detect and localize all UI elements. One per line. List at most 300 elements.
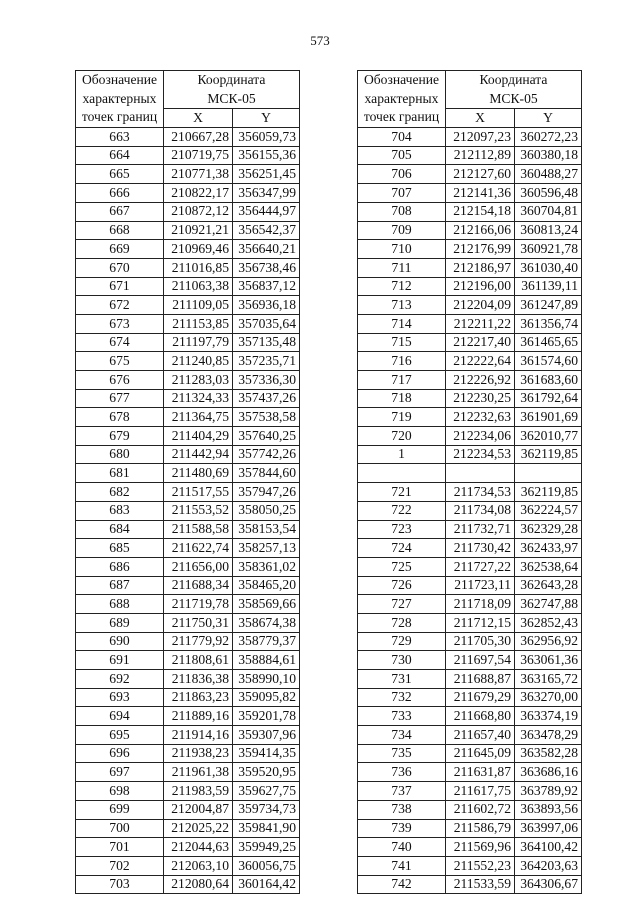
point-label-header: [358, 71, 446, 128]
x-value-cell: 212230,25: [446, 389, 515, 408]
coordinate-header: [446, 71, 582, 109]
x-value-cell: 211730,42: [446, 539, 515, 558]
table-row: [76, 800, 300, 819]
table-row: [76, 838, 300, 857]
y-value-cell: 357844,60: [233, 464, 300, 483]
table-row: [358, 445, 582, 464]
x-value-cell: 211961,38: [164, 763, 233, 782]
table-row: [76, 277, 300, 296]
point-number-cell: 712: [358, 277, 446, 296]
table-row: [358, 819, 582, 838]
x-value-cell: 211569,96: [446, 838, 515, 857]
x-value-cell: 211404,29: [164, 427, 233, 446]
y-value-cell: 363582,28: [515, 744, 582, 763]
point-number-cell: 739: [358, 819, 446, 838]
x-value-cell: 210822,17: [164, 184, 233, 203]
x-value-cell: 212196,00: [446, 277, 515, 296]
x-value-cell: 211718,09: [446, 595, 515, 614]
x-value-cell: 212234,06: [446, 427, 515, 446]
point-number-cell: 728: [358, 613, 446, 632]
point-number-cell: 673: [76, 314, 164, 333]
x-value-cell: 210921,21: [164, 221, 233, 240]
table-row: [358, 707, 582, 726]
point-label-header: [76, 71, 164, 128]
point-number-cell: 738: [358, 800, 446, 819]
y-value-cell: 357035,64: [233, 314, 300, 333]
point-number-cell: 684: [76, 520, 164, 539]
y-value-cell: 357135,48: [233, 333, 300, 352]
table-row: [76, 651, 300, 670]
point-number-cell: 670: [76, 258, 164, 277]
point-label-line: Обозначение: [363, 72, 440, 87]
x-value-cell: 211719,78: [164, 595, 233, 614]
table-row: [358, 875, 582, 894]
table-row: [358, 389, 582, 408]
point-number-cell: 698: [76, 782, 164, 801]
table-row: [358, 782, 582, 801]
point-number-cell: 672: [76, 296, 164, 315]
y-value-cell: 357437,26: [233, 389, 300, 408]
y-value-cell: 359307,96: [233, 726, 300, 745]
y-value-cell: 361792,64: [515, 389, 582, 408]
table-row: [76, 184, 300, 203]
x-value-cell: 211836,38: [164, 670, 233, 689]
table-row: [358, 856, 582, 875]
x-value-cell: 211779,92: [164, 632, 233, 651]
table-body-left: [76, 128, 300, 894]
y-header: Y: [233, 109, 300, 128]
y-value-cell: 361574,60: [515, 352, 582, 371]
x-value-cell: 211480,69: [164, 464, 233, 483]
table-row: [358, 557, 582, 576]
x-value-cell: 212204,09: [446, 296, 515, 315]
x-value-cell: 212186,97: [446, 258, 515, 277]
table-row: [76, 539, 300, 558]
point-number-cell: 669: [76, 240, 164, 259]
point-number-cell: 695: [76, 726, 164, 745]
point-number-cell: 735: [358, 744, 446, 763]
x-value-cell: 211602,72: [446, 800, 515, 819]
y-value-cell: 356444,97: [233, 202, 300, 221]
x-value-cell: 212112,89: [446, 146, 515, 165]
table-row: [76, 576, 300, 595]
x-value-cell: 211364,75: [164, 408, 233, 427]
y-value-cell: 363686,16: [515, 763, 582, 782]
table-row: [358, 651, 582, 670]
table-row: [76, 202, 300, 221]
x-value-cell: 212176,99: [446, 240, 515, 259]
y-value-cell: 356059,73: [233, 128, 300, 147]
x-value-cell: 211656,00: [164, 557, 233, 576]
table-row: [358, 576, 582, 595]
point-number-cell: 705: [358, 146, 446, 165]
point-number-cell: 692: [76, 670, 164, 689]
x-value-cell: 212222,64: [446, 352, 515, 371]
x-value-cell: 210872,12: [164, 202, 233, 221]
y-value-cell: 358361,02: [233, 557, 300, 576]
y-value-cell: 359414,35: [233, 744, 300, 763]
table-row: [358, 744, 582, 763]
y-value-cell: 359627,75: [233, 782, 300, 801]
y-value-cell: [515, 464, 582, 483]
y-value-cell: 362119,85: [515, 483, 582, 502]
point-number-cell: 733: [358, 707, 446, 726]
point-number-cell: 722: [358, 501, 446, 520]
point-number-cell: 737: [358, 782, 446, 801]
x-value-cell: 211697,54: [446, 651, 515, 670]
table-row: [358, 688, 582, 707]
table-row: [358, 184, 582, 203]
point-number-cell: 703: [76, 875, 164, 894]
x-value-cell: 211553,52: [164, 501, 233, 520]
x-value-cell: 212141,36: [446, 184, 515, 203]
y-value-cell: 360056,75: [233, 856, 300, 875]
x-value-cell: [446, 464, 515, 483]
x-value-cell: 211197,79: [164, 333, 233, 352]
x-value-cell: 211750,31: [164, 613, 233, 632]
y-value-cell: 359201,78: [233, 707, 300, 726]
x-value-cell: 211734,53: [446, 483, 515, 502]
point-number-cell: 1: [358, 445, 446, 464]
x-value-cell: 210771,38: [164, 165, 233, 184]
table-row: [76, 165, 300, 184]
y-value-cell: 358050,25: [233, 501, 300, 520]
table-row: [358, 520, 582, 539]
y-value-cell: 360380,18: [515, 146, 582, 165]
point-number-cell: 704: [358, 128, 446, 147]
x-value-cell: 212217,40: [446, 333, 515, 352]
table-row: [76, 333, 300, 352]
y-value-cell: 356155,36: [233, 146, 300, 165]
point-number-cell: 674: [76, 333, 164, 352]
point-number-cell: 729: [358, 632, 446, 651]
table-row: [76, 557, 300, 576]
table-row: [358, 333, 582, 352]
x-value-cell: 212234,53: [446, 445, 515, 464]
table-row: [76, 408, 300, 427]
y-value-cell: 358990,10: [233, 670, 300, 689]
point-number-cell: 694: [76, 707, 164, 726]
table-row: [358, 838, 582, 857]
point-number-cell: 734: [358, 726, 446, 745]
y-value-cell: 364100,42: [515, 838, 582, 857]
point-number-cell: 675: [76, 352, 164, 371]
x-value-cell: 211983,59: [164, 782, 233, 801]
y-value-cell: 361465,65: [515, 333, 582, 352]
y-value-cell: 360596,48: [515, 184, 582, 203]
point-number-cell: 701: [76, 838, 164, 857]
table-row: [358, 408, 582, 427]
x-value-cell: 211688,34: [164, 576, 233, 595]
point-number-cell: 708: [358, 202, 446, 221]
table-row: [358, 613, 582, 632]
y-value-cell: 362010,77: [515, 427, 582, 446]
table-row: [358, 314, 582, 333]
point-number-cell: 693: [76, 688, 164, 707]
point-number-cell: 721: [358, 483, 446, 502]
point-number-cell: 727: [358, 595, 446, 614]
table-row: [358, 165, 582, 184]
y-header: Y: [515, 109, 582, 128]
x-value-cell: 211734,08: [446, 501, 515, 520]
y-value-cell: 356936,18: [233, 296, 300, 315]
y-value-cell: 364203,63: [515, 856, 582, 875]
point-number-cell: 676: [76, 371, 164, 390]
table-row: [358, 128, 582, 147]
x-value-cell: 212025,22: [164, 819, 233, 838]
table-row: [76, 483, 300, 502]
point-label-line: характерных: [82, 90, 157, 106]
table-row: [358, 726, 582, 745]
table-row: [358, 146, 582, 165]
point-number-cell: 671: [76, 277, 164, 296]
x-value-cell: 211283,03: [164, 371, 233, 390]
point-label-line: точек границ: [81, 109, 158, 125]
table-row: [76, 464, 300, 483]
y-value-cell: 357336,30: [233, 371, 300, 390]
y-value-cell: 362852,43: [515, 613, 582, 632]
y-value-cell: 358779,37: [233, 632, 300, 651]
y-value-cell: 362433,97: [515, 539, 582, 558]
table-row: [76, 445, 300, 464]
point-number-cell: 709: [358, 221, 446, 240]
y-value-cell: 363478,29: [515, 726, 582, 745]
x-value-cell: 211808,61: [164, 651, 233, 670]
table-row: [76, 258, 300, 277]
y-value-cell: 362224,57: [515, 501, 582, 520]
point-number-cell: 740: [358, 838, 446, 857]
point-number-cell: 686: [76, 557, 164, 576]
point-label-line: Обозначение: [81, 72, 158, 87]
table-row: [76, 146, 300, 165]
point-number-cell: 682: [76, 483, 164, 502]
y-value-cell: 358257,13: [233, 539, 300, 558]
point-number-cell: 663: [76, 128, 164, 147]
y-value-cell: 362119,85: [515, 445, 582, 464]
point-number-cell: 736: [358, 763, 446, 782]
y-value-cell: 362538,64: [515, 557, 582, 576]
point-number-cell: 732: [358, 688, 446, 707]
point-number-cell: 685: [76, 539, 164, 558]
x-value-cell: 211324,33: [164, 389, 233, 408]
table-row: [76, 726, 300, 745]
point-number-cell: 711: [358, 258, 446, 277]
x-header: X: [446, 109, 515, 128]
y-value-cell: 359734,73: [233, 800, 300, 819]
table-row: [76, 501, 300, 520]
coordinate-header: [164, 71, 300, 109]
point-number-cell: 690: [76, 632, 164, 651]
coordinates-table-left: [75, 70, 300, 894]
x-value-cell: 211617,75: [446, 782, 515, 801]
y-value-cell: 358153,54: [233, 520, 300, 539]
table-row: [76, 782, 300, 801]
table-row: [358, 371, 582, 390]
y-value-cell: 361901,69: [515, 408, 582, 427]
x-value-cell: 211723,11: [446, 576, 515, 595]
x-value-cell: 211153,85: [164, 314, 233, 333]
point-label-line: точек границ: [363, 109, 440, 125]
y-value-cell: 360813,24: [515, 221, 582, 240]
y-value-cell: 360921,78: [515, 240, 582, 259]
y-value-cell: 359841,90: [233, 819, 300, 838]
y-value-cell: 363165,72: [515, 670, 582, 689]
x-value-cell: 211063,38: [164, 277, 233, 296]
y-value-cell: 363061,36: [515, 651, 582, 670]
coordinate-system: МСК-05: [489, 90, 538, 106]
y-value-cell: 362747,88: [515, 595, 582, 614]
table-row: [358, 800, 582, 819]
table-row: [76, 763, 300, 782]
table-row: [76, 707, 300, 726]
x-value-cell: 211588,58: [164, 520, 233, 539]
x-value-cell: 212080,64: [164, 875, 233, 894]
coordinate-title: Координата: [197, 72, 266, 87]
y-value-cell: 357947,26: [233, 483, 300, 502]
y-value-cell: 358465,20: [233, 576, 300, 595]
x-value-cell: 212004,87: [164, 800, 233, 819]
point-number-cell: 683: [76, 501, 164, 520]
y-value-cell: 356640,21: [233, 240, 300, 259]
point-number-cell: 717: [358, 371, 446, 390]
x-value-cell: 211240,85: [164, 352, 233, 371]
y-value-cell: 357742,26: [233, 445, 300, 464]
point-number-cell: 677: [76, 389, 164, 408]
x-value-cell: 211679,29: [446, 688, 515, 707]
table-row: [358, 221, 582, 240]
point-number-cell: 730: [358, 651, 446, 670]
y-value-cell: 360272,23: [515, 128, 582, 147]
y-value-cell: 361247,89: [515, 296, 582, 315]
x-value-cell: 212044,63: [164, 838, 233, 857]
point-number-cell: 691: [76, 651, 164, 670]
point-number-cell: 715: [358, 333, 446, 352]
table-row: [358, 296, 582, 315]
y-value-cell: 358884,61: [233, 651, 300, 670]
x-value-cell: 211727,22: [446, 557, 515, 576]
y-value-cell: 361683,60: [515, 371, 582, 390]
y-value-cell: 356542,37: [233, 221, 300, 240]
table-row: [76, 744, 300, 763]
table-row: [76, 371, 300, 390]
x-value-cell: 211668,80: [446, 707, 515, 726]
y-value-cell: 360704,81: [515, 202, 582, 221]
point-label-line: характерных: [364, 90, 439, 106]
x-value-cell: 211657,40: [446, 726, 515, 745]
table-row: [358, 464, 582, 483]
x-value-cell: 211914,16: [164, 726, 233, 745]
point-number-cell: 667: [76, 202, 164, 221]
x-value-cell: 212232,63: [446, 408, 515, 427]
point-number-cell: 668: [76, 221, 164, 240]
table-row: [358, 258, 582, 277]
page-number: 573: [310, 33, 330, 48]
x-value-cell: 211016,85: [164, 258, 233, 277]
table-row: [358, 670, 582, 689]
y-value-cell: 363270,00: [515, 688, 582, 707]
point-number-cell: 679: [76, 427, 164, 446]
x-value-cell: 210969,46: [164, 240, 233, 259]
coordinate-system: МСК-05: [207, 90, 256, 106]
point-number-cell: 710: [358, 240, 446, 259]
point-number-cell: 726: [358, 576, 446, 595]
point-number-cell: 741: [358, 856, 446, 875]
y-value-cell: 361139,11: [515, 277, 582, 296]
x-value-cell: 212211,22: [446, 314, 515, 333]
y-value-cell: 362956,92: [515, 632, 582, 651]
point-number-cell: 689: [76, 613, 164, 632]
y-value-cell: 356738,46: [233, 258, 300, 277]
x-value-cell: 211732,71: [446, 520, 515, 539]
table-row: [76, 875, 300, 894]
table-row: [358, 763, 582, 782]
y-value-cell: 363997,06: [515, 819, 582, 838]
y-value-cell: 356837,12: [233, 277, 300, 296]
point-number-cell: 725: [358, 557, 446, 576]
table-row: [76, 613, 300, 632]
table-row: [76, 240, 300, 259]
point-number-cell: 697: [76, 763, 164, 782]
y-value-cell: 357235,71: [233, 352, 300, 371]
table-row: [358, 352, 582, 371]
y-value-cell: 361030,40: [515, 258, 582, 277]
point-number-cell: 688: [76, 595, 164, 614]
table-body-right: [358, 128, 582, 894]
x-value-cell: 211863,23: [164, 688, 233, 707]
y-value-cell: 363789,92: [515, 782, 582, 801]
point-number-cell: 714: [358, 314, 446, 333]
y-value-cell: 359520,95: [233, 763, 300, 782]
x-value-cell: 212063,10: [164, 856, 233, 875]
x-value-cell: 211442,94: [164, 445, 233, 464]
table-row: [76, 221, 300, 240]
point-number-cell: [358, 464, 446, 483]
table-row: [358, 202, 582, 221]
y-value-cell: 359949,25: [233, 838, 300, 857]
table-row: [76, 632, 300, 651]
x-value-cell: 212127,60: [446, 165, 515, 184]
table-row: [358, 483, 582, 502]
table-row: [76, 520, 300, 539]
y-value-cell: 360488,27: [515, 165, 582, 184]
point-number-cell: 724: [358, 539, 446, 558]
y-value-cell: 364306,67: [515, 875, 582, 894]
table-row: [358, 595, 582, 614]
table-row: [358, 632, 582, 651]
table-row: [76, 352, 300, 371]
table-row: [76, 856, 300, 875]
x-value-cell: 211517,55: [164, 483, 233, 502]
y-value-cell: 362643,28: [515, 576, 582, 595]
table-row: [76, 389, 300, 408]
y-value-cell: 363893,56: [515, 800, 582, 819]
x-value-cell: 211645,09: [446, 744, 515, 763]
x-value-cell: 212226,92: [446, 371, 515, 390]
y-value-cell: 358674,38: [233, 613, 300, 632]
coordinate-title: Координата: [479, 72, 548, 87]
point-number-cell: 678: [76, 408, 164, 427]
table-row: [76, 427, 300, 446]
y-value-cell: 359095,82: [233, 688, 300, 707]
point-number-cell: 664: [76, 146, 164, 165]
point-number-cell: 687: [76, 576, 164, 595]
coordinates-table-right: [357, 70, 582, 894]
y-value-cell: 358569,66: [233, 595, 300, 614]
point-number-cell: 666: [76, 184, 164, 203]
table-row: [76, 670, 300, 689]
point-number-cell: 720: [358, 427, 446, 446]
x-value-cell: 211938,23: [164, 744, 233, 763]
